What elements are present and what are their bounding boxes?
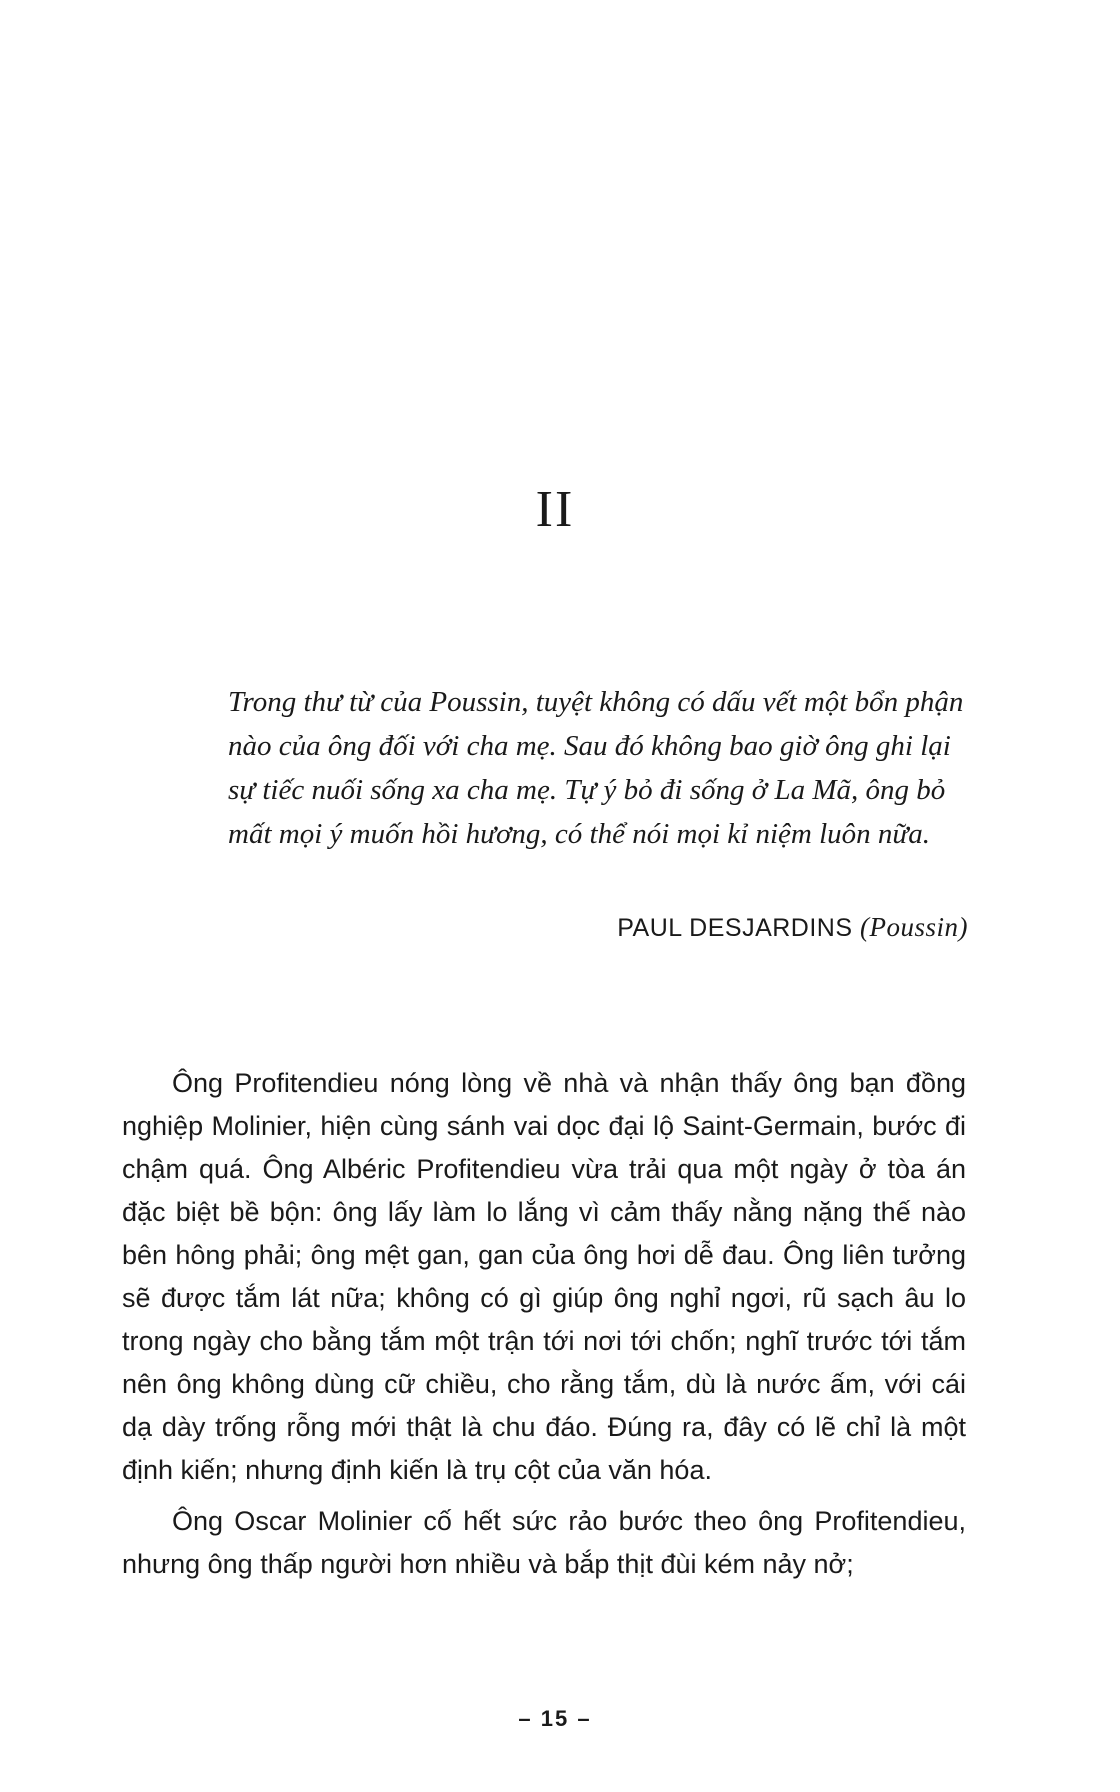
- epigraph-work: (Poussin): [860, 912, 968, 942]
- body-paragraph: Ông Oscar Molinier cố hết sức rảo bước theo ông Profitendieu, nhưng ông thấp người hơn nhiều và bắp thịt đùi kém nảy nở;: [122, 1506, 966, 1579]
- epigraph-attribution: [228, 912, 968, 943]
- page-number: – 15 –: [518, 1706, 592, 1731]
- body-paragraph: Ông Profitendieu nóng lòng về nhà và nhận thấy ông bạn đồng nghiệp Molinier, hiện cùng sánh vai dọc đại lộ Saint-Germain, bước đi chậm quá. Ông Albéric Profitendieu vừa trải qua một ngày ở tòa án đặc biệt bề bộn: ông lấy làm lo lắng vì cảm thấy nằng nặng thế nào bên hông phải; ông mệt gan, gan của ông hơi dễ đau. Ông liên tưởng sẽ được tắm lát nữa; không có gì giúp ông nghỉ ngơi, rũ sạch âu lo trong ngày cho bằng tắm một trận tới nơi tới chốn; nghĩ trước tới tắm nên ông không dùng cữ chiều, cho rằng tắm, dù là nước ấm, với cái dạ dày trống rỗng mới thật là chu đáo. Đúng ra, đây có lẽ chỉ là một định kiến; nhưng định kiến là trụ cột của văn hóa.: [122, 1068, 966, 1485]
- body-text: [122, 1062, 966, 1594]
- epigraph-author: PAUL DESJARDINS: [617, 914, 853, 942]
- chapter-title: II: [535, 481, 575, 538]
- epigraph-quote: Trong thư từ của Poussin, tuyệt không có dấu vết một bổn phận nào của ông đối với cha mẹ. Sau đó không bao giờ ông ghi lại sự tiếc nuối sống xa cha mẹ. Tự ý bỏ đi sống ở La Mã, ông bỏ mất mọi ý muốn hồi hương, có thể nói mọi kỉ niệm luôn nữa.: [228, 686, 964, 850]
